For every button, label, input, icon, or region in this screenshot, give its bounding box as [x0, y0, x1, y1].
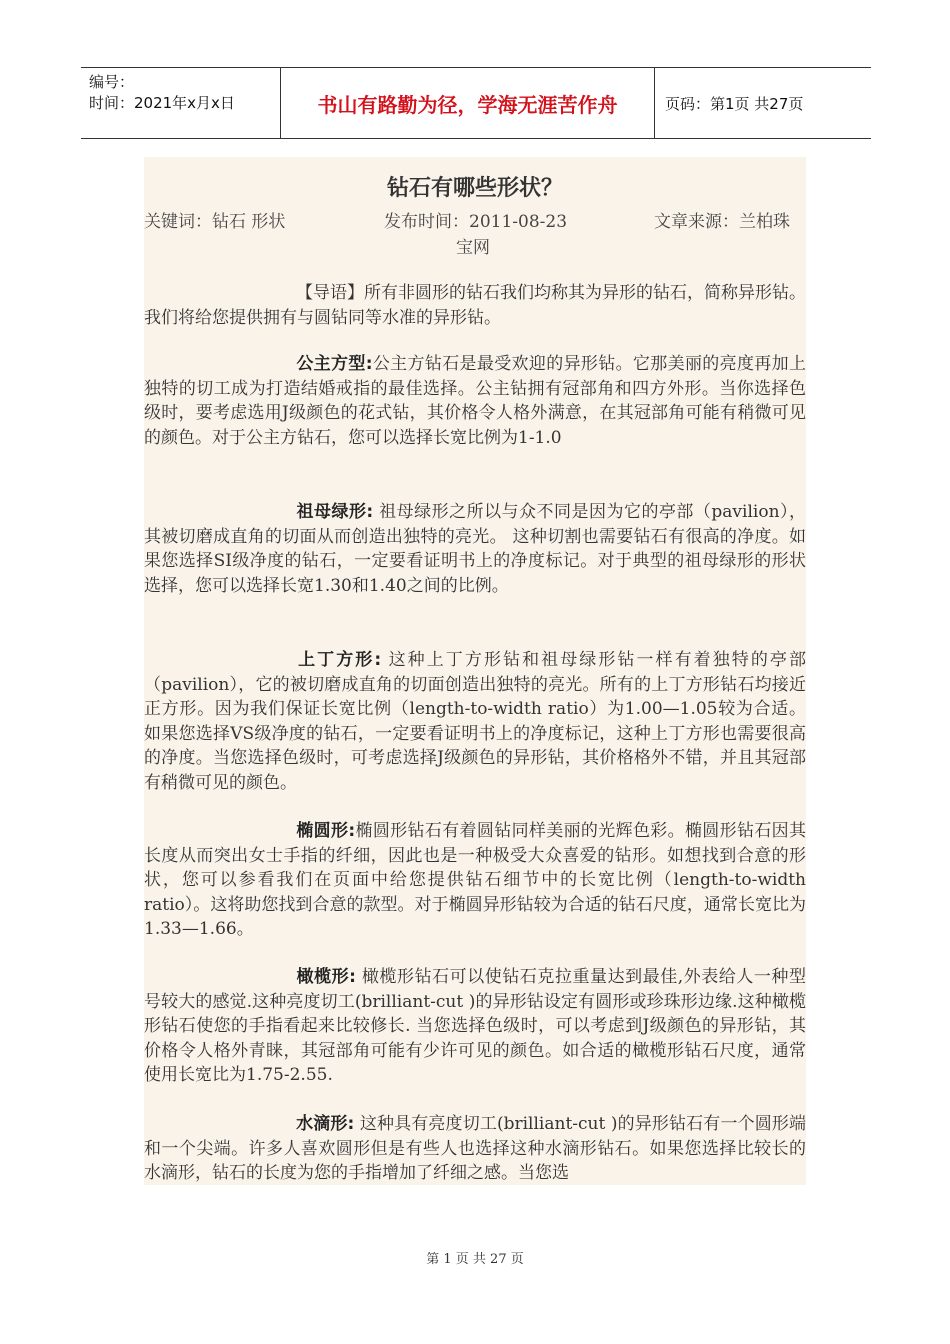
paragraph-heading: 公主方型:: [296, 354, 373, 374]
paragraph-text: 橄榄形钻石可以使钻石克拉重量达到最佳,外表给人一种型号较大的感觉.这种亮度切工(brilliant-cut )的异形钻设定有圆形或珍珠形边缘.这种橄榄形钻石使您的手指看起来比较修长. 当您选择色级时，可以考虑到J级颜色的异形钻，其价格令人格外青睐，其冠部角可能有少许可见的颜色。如合适的橄榄形钻石尺度，通常使用长宽比为1.75-2.55.: [144, 967, 806, 1085]
page-footer: 第 1 页 共 27 页: [426, 1252, 524, 1267]
paragraph-heading: 上丁方形:: [296, 650, 382, 670]
paragraph-pear: [144, 1112, 806, 1186]
paragraph-heading: 水滴形:: [296, 1114, 355, 1134]
header-page-info: 页码：第1页 共27页: [665, 94, 804, 113]
paragraph-heading: 椭圆形:: [296, 821, 356, 841]
paragraph-princess: [144, 352, 806, 450]
paragraph-heading: 祖母绿形:: [296, 502, 374, 522]
keywords: 关键词：钻石 形状: [144, 212, 286, 232]
header-meta-cell: [81, 68, 281, 138]
source: 文章来源：兰柏珠: [654, 212, 790, 232]
number-label: 编号：: [89, 73, 135, 91]
paragraph-emerald: [144, 500, 806, 598]
paragraph-marquise: [144, 965, 806, 1088]
page-header: [81, 67, 871, 139]
paragraph-text: 公主方钻石是最受欢迎的异形钻。它那美丽的亮度再加上独特的切工成为打造结婚戒指的最佳选择。公主钻拥有冠部角和四方外形。当你选择色级时，要考虑选用J级颜色的花式钻，其价格令人格外满意，在其冠部角可能有稍微可见的颜色。对于公主方钻石，您可以选择长宽比例为1-1.0: [144, 354, 806, 448]
paragraph-text: 这种具有亮度切工(brilliant-cut )的异形钻石有一个圆形端和一个尖端。许多人喜欢圆形但是有些人也选择这种水滴形钻石。如果您选择比较长的水滴形，钻石的长度为您的手指增加了纤细之感。当您选: [144, 1114, 806, 1183]
paragraph-intro: [144, 281, 806, 330]
publish-time: 发布时间：2011-08-23: [384, 212, 568, 232]
paragraph-text: 椭圆形钻石有着圆钻同样美丽的光辉色彩。椭圆形钻石因其长度从而突出女士手指的纤细，因此也是一种极受大众喜爱的钻形。如想找到合意的形状，您可以参看我们在页面中给您提供钻石细节中的长宽比例（length-to-width ratio）。这将助您找到合意的款型。对于椭圆异形钻较为合适的钻石尺度，通常长宽比为1.33—1.66。: [144, 821, 806, 939]
paragraph-text: 这种上丁方形钻和祖母绿形钻一样有着独特的亭部（pavilion），它的被切磨成直角的切面创造出独特的亮光。所有的上丁方形钻石均接近正方形。因为我们保证长宽比例（length-to-width ratio）为1.00—1.05较为合适。如果您选择VS级净度的钻石，一定要看证明书上的净度标记，这种上丁方形也需要很高的净度。当您选择色级时，可考虑选择J级颜色的异形钻，其价格格外不错，并且其冠部有稍微可见的颜色。: [144, 650, 806, 793]
paragraph-asscher: [144, 648, 806, 795]
paragraph-heading: 橄榄形:: [296, 967, 356, 987]
paragraph-oval: [144, 819, 806, 942]
article-panel: [144, 157, 806, 1185]
header-motto: 书山有路勤为径，学海无涯苦作舟: [281, 68, 655, 138]
paragraph-text: 祖母绿形之所以与众不同是因为它的亭部（pavilion），其被切磨成直角的切面从而创造出独特的亮光。 这种切割也需要钻石有很高的净度。如果您选择SI级净度的钻石，一定要看证明书上的净度标记。对于典型的祖母绿形的形状选择，您可以选择长宽1.30和1.40之间的比例。: [144, 502, 806, 596]
source-continued: 宝网: [456, 238, 490, 258]
article-title: 钻石有哪些形状？: [386, 175, 563, 201]
paragraph-text: 【导语】所有非圆形的钻石我们均称其为异形的钻石，简称异形钻。我们将给您提供拥有与圆钻同等水准的异形钻。: [144, 283, 806, 328]
time-label: 时间：2021年x月x日: [89, 94, 235, 112]
